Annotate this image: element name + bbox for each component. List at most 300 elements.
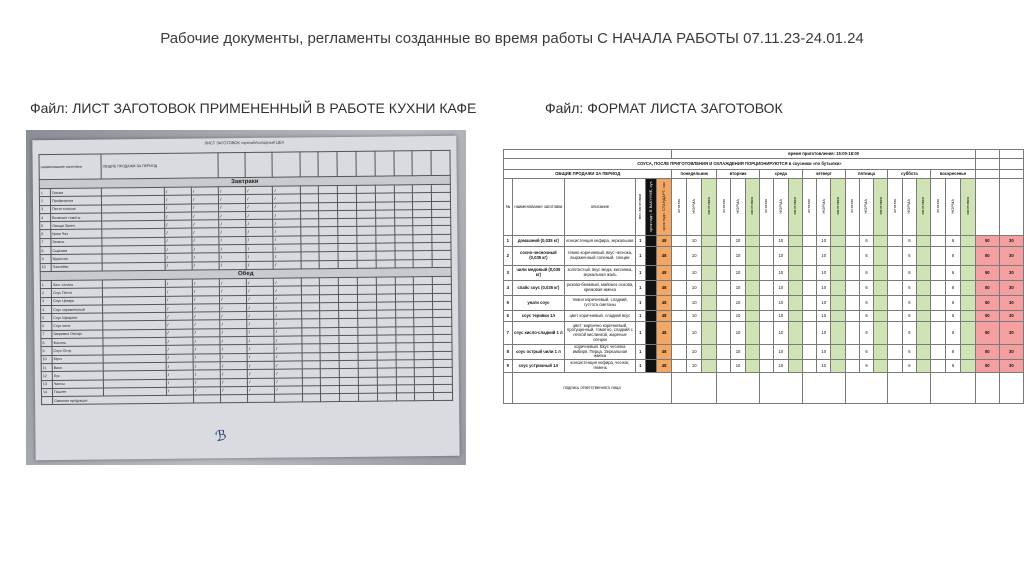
table-cell [301, 336, 320, 344]
table-cell: / [165, 212, 192, 221]
table-cell [300, 236, 319, 244]
table-cell [320, 277, 339, 285]
table-cell [975, 150, 999, 159]
sheet-time-label: время приготовления: 15:00-18:00 [672, 150, 975, 159]
table-cell [645, 247, 656, 266]
table-cell: / [221, 378, 248, 387]
table-cell [320, 319, 339, 327]
row-norm: 10 [774, 281, 788, 296]
table-cell [931, 360, 946, 373]
sheet-data-row [504, 296, 1024, 311]
table-cell [745, 322, 759, 345]
table-cell: / [193, 353, 220, 362]
signature-label: подпись ответственного лица [512, 373, 672, 404]
table-cell: / [166, 370, 193, 379]
table-cell [759, 281, 773, 296]
table-cell: / [165, 296, 192, 305]
table-cell: / [221, 386, 248, 395]
row-norm: 6 [946, 266, 961, 281]
table-cell: / [166, 345, 193, 354]
table-cell [414, 326, 433, 334]
table-cell [717, 345, 731, 360]
table-cell: / [192, 237, 219, 246]
table-cell [376, 294, 395, 302]
table-cell [802, 281, 816, 296]
table-cell [433, 351, 452, 359]
paper-row-name: Сырники [51, 246, 102, 255]
table-cell [358, 385, 377, 393]
table-cell [788, 247, 802, 266]
row-shelf-life: 48 [656, 345, 672, 360]
sub-header [817, 179, 831, 236]
sub-header-label: остаток [720, 199, 726, 214]
paper-row-number: 8 [41, 339, 52, 347]
table-cell: / [220, 295, 247, 304]
table-cell [917, 266, 931, 281]
table-cell [357, 252, 376, 260]
table-cell: / [274, 328, 301, 337]
table-cell [874, 360, 888, 373]
row-norm: 10 [774, 311, 788, 322]
paper-row-name: Заправка Овощи [52, 330, 103, 339]
row-norm: 10 [731, 360, 745, 373]
sub-header [702, 179, 717, 236]
row-description: темно коричневый, вкус чеснока, выраженный соленый, специи [565, 247, 636, 266]
table-cell [377, 360, 396, 368]
row-shelf-life: 48 [656, 236, 672, 247]
table-cell [302, 377, 321, 385]
paper-row-name: Соус Остр. [52, 346, 103, 355]
table-cell [999, 373, 1023, 404]
sheet-data-row [504, 236, 1024, 247]
table-cell [394, 185, 413, 193]
row-extra-1: 50 [975, 247, 999, 266]
table-cell [338, 202, 357, 210]
table-cell [874, 281, 888, 296]
table-cell: / [247, 303, 274, 312]
table-cell: / [246, 261, 273, 270]
sheet-caption: СОУСА, ПОСЛЕ ПРИГОТОВЛЕНИЯ И ОХЛАЖДЕНИЯ ПОРЦИОНИРУЮТСЯ в соусники «по бутылки» [504, 159, 976, 170]
paper-section-lunch: Обед [40, 267, 451, 280]
col-no-header: № [504, 179, 513, 236]
table-cell [300, 202, 319, 210]
table-cell: / [274, 336, 301, 345]
table-cell [319, 219, 338, 227]
row-number: 8 [504, 345, 513, 360]
table-cell [845, 236, 859, 247]
table-cell [931, 296, 946, 311]
row-extra-1: 50 [975, 360, 999, 373]
paper-row-number: 4 [41, 305, 52, 313]
paper-col-header: наименование заготовки [39, 154, 101, 180]
table-cell [377, 393, 396, 401]
table-cell [376, 318, 395, 326]
table-cell [302, 394, 321, 402]
col-shelf-standard-header [656, 179, 672, 236]
table-cell [845, 247, 859, 266]
day-header: суббота [888, 170, 931, 179]
table-cell [931, 373, 976, 404]
table-cell: / [247, 311, 274, 320]
table-cell [339, 344, 358, 352]
table-cell [394, 226, 413, 234]
table-cell: / [247, 278, 274, 287]
table-cell [302, 386, 321, 394]
row-norm: 6 [946, 360, 961, 373]
table-cell [358, 368, 377, 376]
table-cell [888, 345, 902, 360]
row-norm: 10 [687, 296, 702, 311]
left-file-caption: Файл: ЛИСТ ЗАГОТОВОК ПРИМЕНЕННЫЙ В РАБОТЕ КУХНИ КАФЕ [30, 100, 477, 116]
table-cell [745, 296, 759, 311]
sub-header-label: заготовка [877, 197, 883, 216]
table-cell [248, 394, 275, 403]
table-cell [702, 281, 717, 296]
table-cell [702, 236, 717, 247]
table-cell [888, 311, 902, 322]
table-cell: / [220, 320, 247, 329]
table-cell [672, 322, 687, 345]
row-norm: 10 [774, 247, 788, 266]
table-cell [745, 360, 759, 373]
table-cell: / [274, 261, 301, 270]
table-cell [357, 210, 376, 218]
table-cell [831, 345, 845, 360]
table-cell [357, 218, 376, 226]
col-desc-header: описание [565, 179, 636, 236]
table-cell: / [165, 279, 192, 288]
row-shelf-life: 48 [656, 266, 672, 281]
table-cell [358, 319, 377, 327]
table-cell [845, 281, 859, 296]
row-norm: 6 [902, 345, 916, 360]
table-cell [975, 170, 999, 179]
table-cell [414, 318, 433, 326]
table-cell [432, 285, 451, 293]
paper-row-name: Фасоль [52, 338, 103, 347]
table-cell [960, 247, 975, 266]
table-cell [717, 266, 731, 281]
row-description: цвет: кирпично коричневый, прогущенный, томатно, сладкий с легкой кислинкой, жареные специи [565, 322, 636, 345]
col-weight-label: вес заготовки [637, 193, 643, 219]
table-cell: / [246, 236, 273, 245]
sub-header-label: заготовка [749, 197, 755, 216]
table-cell [413, 226, 432, 234]
table-cell [414, 277, 433, 285]
paper-row-number: 11 [41, 363, 52, 371]
table-cell: / [166, 362, 193, 371]
table-cell [702, 266, 717, 281]
table-cell [759, 345, 773, 360]
table-cell: / [219, 203, 246, 212]
table-cell [396, 351, 415, 359]
table-cell [672, 373, 717, 404]
row-norm: 10 [687, 360, 702, 373]
table-cell: / [275, 386, 302, 395]
paper-row-number: 2 [40, 289, 51, 297]
row-shelf-life: 48 [656, 311, 672, 322]
row-number: 4 [504, 281, 513, 296]
table-cell [414, 301, 433, 309]
table-cell: / [219, 228, 246, 237]
table-cell: / [193, 295, 220, 304]
table-cell: / [247, 361, 274, 370]
table-cell [321, 385, 340, 393]
sub-header-label: заготовка [920, 197, 926, 216]
paper-row-name: Мусс [52, 355, 103, 364]
table-cell [717, 296, 731, 311]
table-cell [931, 322, 946, 345]
paper-row-number: 9 [40, 255, 51, 263]
table-cell [356, 151, 375, 176]
paper-row-number: 1 [40, 281, 51, 289]
table-cell [917, 311, 931, 322]
table-cell [874, 236, 888, 247]
table-cell: / [246, 203, 273, 212]
row-name: соус устричный 1л [512, 360, 564, 373]
table-cell [917, 236, 931, 247]
sub-header [788, 179, 802, 236]
row-norm: 10 [731, 345, 745, 360]
right-file-caption: Файл: ФОРМАТ ЛИСТА ЗАГОТОВОК [545, 100, 783, 116]
table-cell: / [275, 377, 302, 386]
table-cell [338, 194, 357, 202]
table-cell [393, 151, 412, 176]
table-cell [874, 296, 888, 311]
sheet-caption-row [504, 159, 1024, 170]
table-cell: / [165, 229, 192, 238]
sub-header [774, 179, 788, 236]
col-weight-header [635, 179, 645, 236]
table-cell [702, 247, 717, 266]
table-cell [338, 277, 357, 285]
table-cell [717, 311, 731, 322]
table-cell [396, 343, 415, 351]
table-cell [300, 227, 319, 235]
table-cell [960, 360, 975, 373]
sheet-data-row [504, 322, 1024, 345]
table-cell [702, 322, 717, 345]
table-cell [434, 392, 453, 400]
table-cell: / [219, 261, 246, 270]
table-cell: / [193, 337, 220, 346]
table-cell [320, 352, 339, 360]
row-norm: 10 [774, 266, 788, 281]
sub-header-label: НОРМА [820, 198, 826, 214]
table-cell [413, 243, 432, 251]
table-cell [339, 294, 358, 302]
table-cell: / [273, 236, 300, 245]
paper-row-name: Чипсы [52, 380, 103, 389]
row-extra-2: 30 [999, 247, 1023, 266]
table-cell [717, 322, 731, 345]
table-cell [917, 322, 931, 345]
row-norm: 10 [817, 311, 831, 322]
table-cell [960, 296, 975, 311]
table-cell: / [220, 345, 247, 354]
table-cell [321, 369, 340, 377]
table-cell [338, 243, 357, 251]
table-cell [702, 345, 717, 360]
table-cell [357, 294, 376, 302]
table-cell [321, 394, 340, 402]
table-cell [788, 345, 802, 360]
sub-header [902, 179, 916, 236]
row-norm: 6 [946, 311, 961, 322]
paper-row-name: Овощи Запеч. [51, 221, 102, 230]
table-cell: / [165, 220, 192, 229]
table-cell [377, 343, 396, 351]
row-name: соус острый чили 1 л [512, 345, 564, 360]
table-cell: / [247, 286, 274, 295]
table-cell [802, 345, 816, 360]
table-cell [414, 293, 433, 301]
table-cell: / [193, 362, 220, 371]
table-cell [931, 266, 946, 281]
paper-row-name: Лук [52, 371, 103, 380]
table-cell [802, 236, 816, 247]
table-cell [300, 186, 319, 194]
table-cell [395, 259, 414, 267]
page-title: Рабочие документы, регламенты созданные во время работы С НАЧАЛА РАБОТЫ 07.11.23-24.01.24 [160, 30, 864, 47]
table-cell [301, 260, 320, 268]
paper-row-number: 2 [39, 197, 50, 205]
table-cell: / [166, 354, 193, 363]
table-cell [357, 235, 376, 243]
table-cell [931, 345, 946, 360]
table-cell [433, 301, 452, 309]
table-cell [645, 360, 656, 373]
table-cell [759, 296, 773, 311]
sub-header [672, 179, 687, 236]
sheet-data-row [504, 281, 1024, 296]
table-cell [412, 151, 431, 176]
row-norm: 6 [902, 322, 916, 345]
table-cell: / [219, 253, 246, 262]
table-cell: / [192, 220, 219, 229]
table-cell [672, 281, 687, 296]
table-cell [301, 319, 320, 327]
sub-header [845, 179, 859, 236]
row-norm: 10 [817, 360, 831, 373]
table-cell [788, 322, 802, 345]
table-cell [375, 202, 394, 210]
table-cell [375, 151, 394, 176]
row-number: 3 [504, 266, 513, 281]
table-cell: / [273, 211, 300, 220]
table-cell: / [220, 312, 247, 321]
table-cell [358, 377, 377, 385]
sub-header-label: заготовка [964, 197, 970, 216]
paper-row-number: 9 [41, 347, 52, 355]
table-cell [434, 384, 453, 392]
row-number: 1 [504, 236, 513, 247]
table-cell: / [165, 262, 192, 271]
paper-row-name: Лист салата [51, 280, 102, 289]
table-cell [375, 210, 394, 218]
row-extra-2: 30 [999, 360, 1023, 373]
table-cell: / [219, 195, 246, 204]
row-extra-1: 50 [975, 311, 999, 322]
table-cell [357, 285, 376, 293]
table-cell [845, 266, 859, 281]
table-cell [831, 360, 845, 373]
table-cell [319, 244, 338, 252]
paper-row-name: Зелень [51, 238, 102, 247]
table-cell: / [220, 328, 247, 337]
sub-header [731, 179, 745, 236]
table-cell: / [273, 219, 300, 228]
row-norm: 10 [731, 236, 745, 247]
table-cell [376, 310, 395, 318]
table-cell [759, 373, 802, 404]
paper-row-name: Вино [52, 363, 103, 372]
table-cell [272, 152, 299, 177]
table-cell [321, 360, 340, 368]
signature-mark: ℬ [214, 427, 228, 446]
table-cell [318, 152, 337, 177]
paper-row-number: 14 [41, 388, 52, 396]
table-cell [717, 236, 731, 247]
table-cell [645, 345, 656, 360]
table-cell: / [275, 353, 302, 362]
row-norm: 6 [902, 236, 916, 247]
row-norm: 10 [731, 266, 745, 281]
table-cell [356, 185, 375, 193]
row-norm: 6 [859, 296, 873, 311]
table-cell: / [219, 211, 246, 220]
table-cell: / [166, 379, 193, 388]
paper-row-name: Крем Чиз [51, 229, 102, 238]
table-cell [301, 294, 320, 302]
table-cell [357, 227, 376, 235]
table-cell [759, 322, 773, 345]
sub-header [759, 179, 773, 236]
sub-header-label: заготовка [834, 197, 840, 216]
table-cell [413, 218, 432, 226]
table-cell [717, 247, 731, 266]
sub-header-label: НОРМА [777, 198, 783, 214]
row-extra-2: 30 [999, 311, 1023, 322]
table-cell [302, 352, 321, 360]
table-cell [376, 285, 395, 293]
row-norm: 10 [817, 266, 831, 281]
row-description: цвет коричневый, сладкий вкус [565, 311, 636, 322]
table-cell [802, 266, 816, 281]
table-cell: / [247, 336, 274, 345]
table-cell [414, 285, 433, 293]
table-cell [375, 193, 394, 201]
format-table [503, 149, 1024, 404]
table-cell: / [165, 245, 192, 254]
table-cell [432, 234, 451, 242]
row-extra-2: 30 [999, 281, 1023, 296]
table-cell [874, 322, 888, 345]
row-norm: 6 [859, 281, 873, 296]
paper-row-number: 3 [40, 297, 51, 305]
sub-header-label: НОРМА [691, 198, 697, 214]
table-cell [376, 235, 395, 243]
row-norm: 6 [902, 266, 916, 281]
row-norm: 6 [946, 247, 961, 266]
paper-row-number: 6 [41, 322, 52, 330]
row-name: унаги соус [512, 296, 564, 311]
table-cell [917, 296, 931, 311]
paper-row-number: 7 [40, 238, 51, 246]
table-cell [672, 247, 687, 266]
table-cell [319, 194, 338, 202]
table-cell: / [192, 212, 219, 221]
